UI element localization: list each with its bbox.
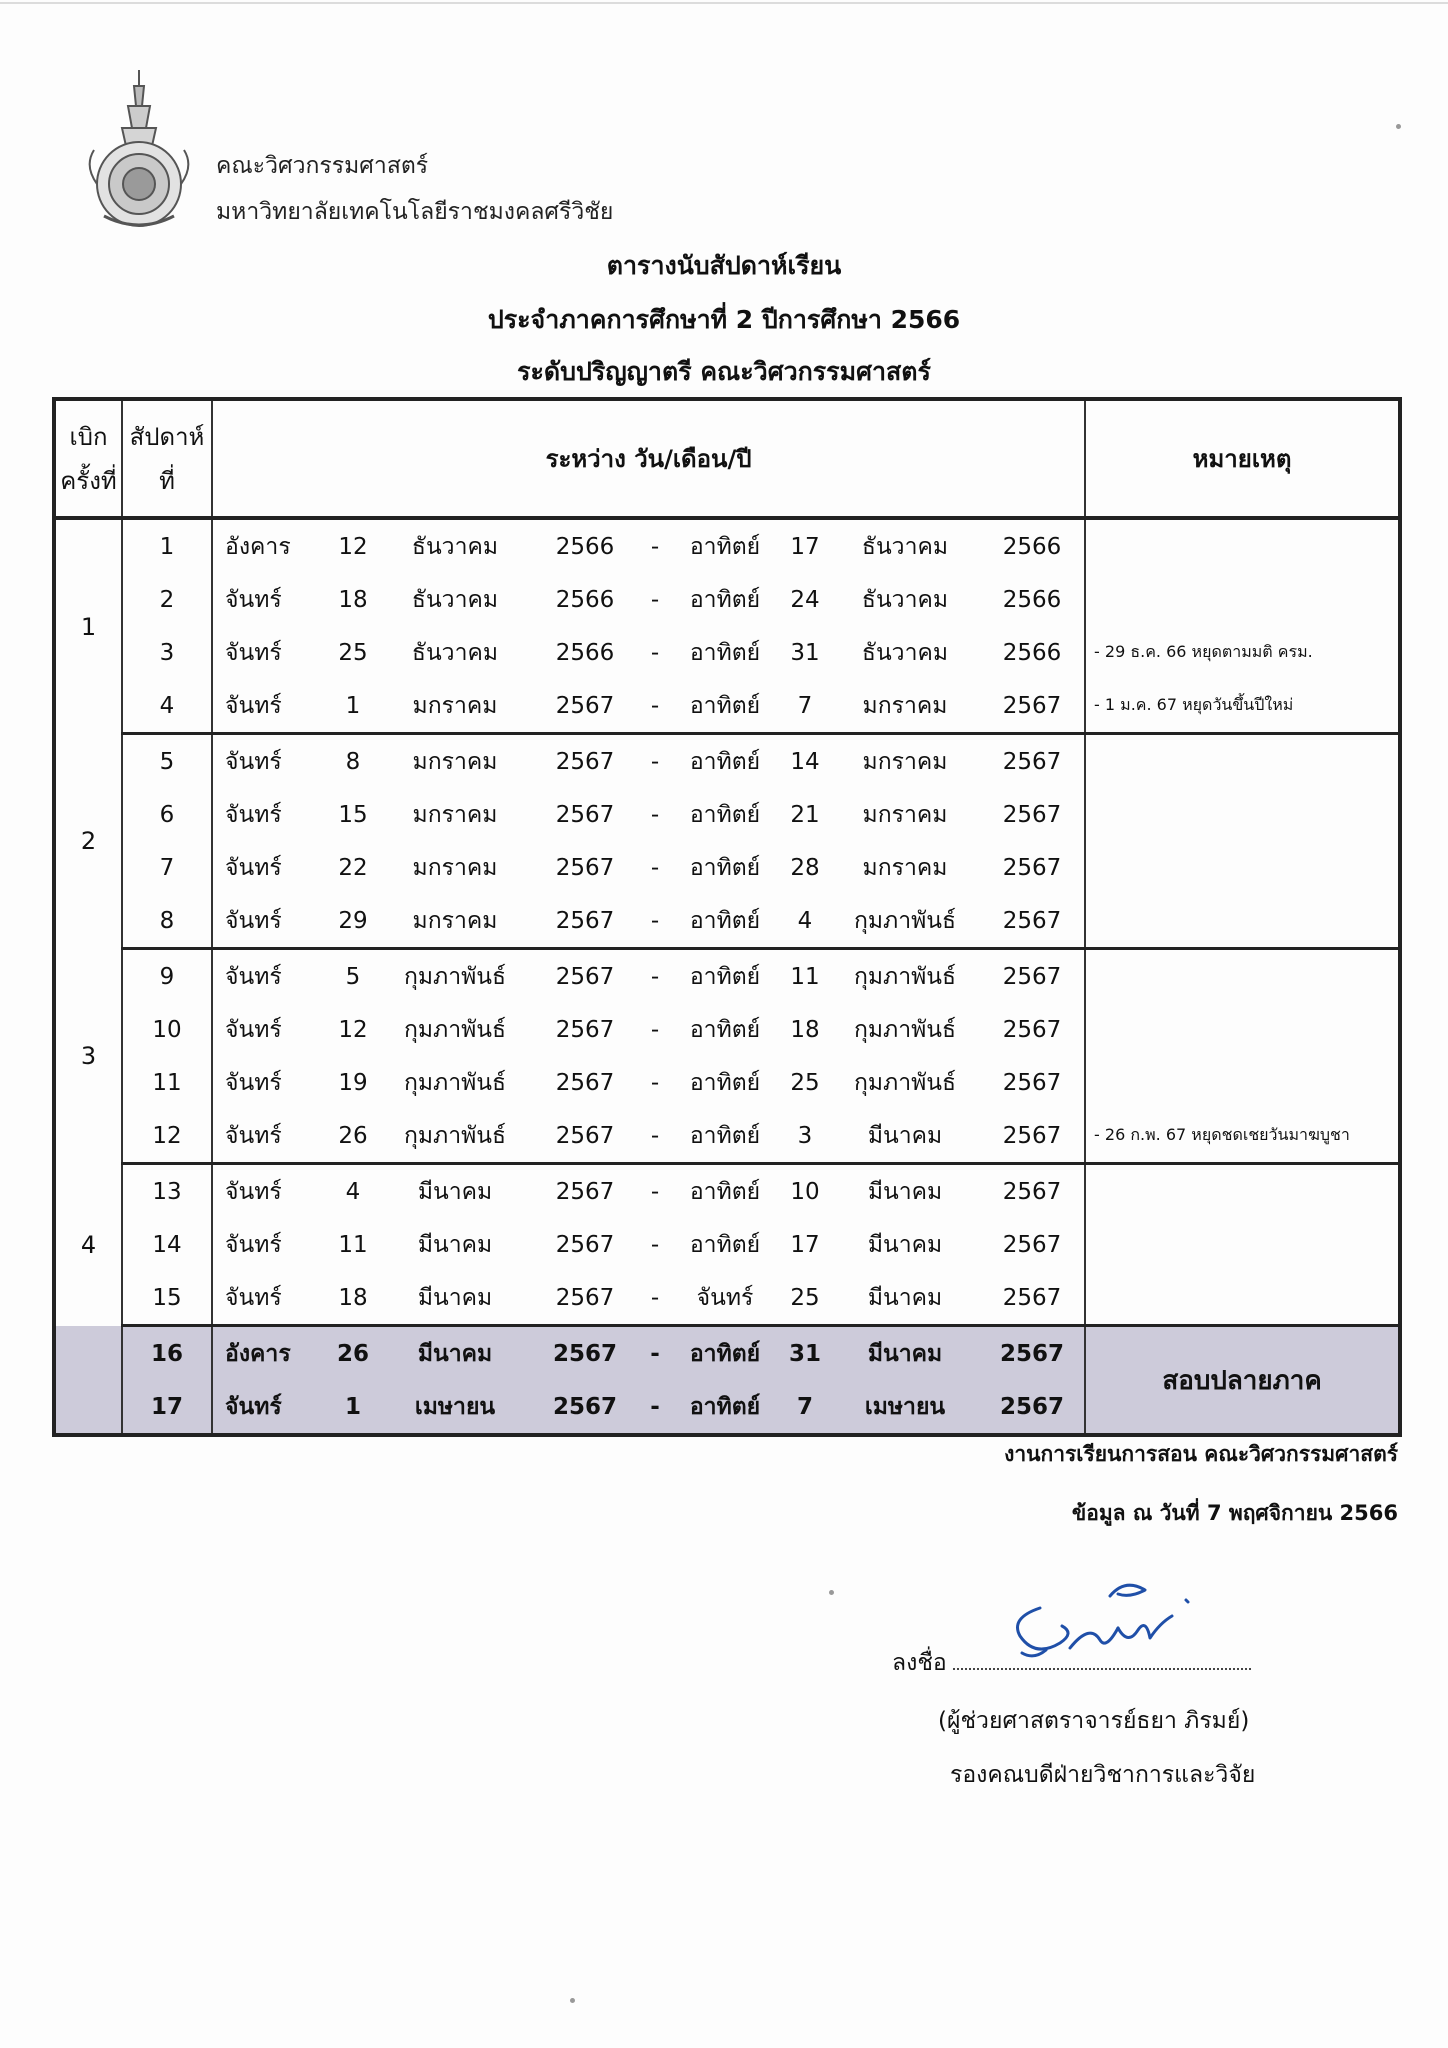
table-row	[54, 734, 1400, 789]
week-cell: 7	[122, 841, 212, 894]
end-day-cell: จันทร์	[670, 1271, 780, 1326]
end-month-cell: กุมภาพันธ์	[830, 894, 980, 949]
week-cell: 3	[122, 626, 212, 679]
end-month-cell: ธันวาคม	[861, 639, 949, 666]
header-week	[122, 399, 212, 518]
range-separator-cell: -	[650, 854, 660, 881]
end-day-cell: อาทิตย์	[670, 1109, 780, 1164]
range-separator-cell: -	[640, 1109, 670, 1164]
start-day-cell: จันทร์	[212, 1218, 326, 1271]
end-year-cell: 2567	[980, 1271, 1085, 1326]
end-month-cell: ธันวาคม	[861, 586, 949, 613]
end-day-cell: อาทิตย์	[670, 894, 780, 949]
note-cell: - 26 ก.พ. 67 หยุดชดเชยวันมาฆบูชา	[1085, 1109, 1400, 1164]
start-month-cell: ธันวาคม	[411, 533, 499, 560]
end-day-cell: อาทิตย์	[689, 1069, 761, 1096]
end-year-cell: 2567	[1002, 801, 1062, 828]
end-month-cell: มกราคม	[862, 854, 948, 881]
end-date-cell: 17	[790, 1231, 820, 1258]
range-separator-cell: -	[650, 748, 660, 775]
end-year-cell: 2567	[1002, 963, 1062, 990]
header-round	[54, 399, 122, 518]
table-header-row	[54, 399, 1400, 518]
end-date-cell: 14	[790, 748, 820, 775]
week-cell: 10	[122, 1003, 212, 1056]
note-cell	[1085, 734, 1400, 789]
week-cell: 15	[122, 1271, 212, 1326]
end-day-cell: อาทิตย์	[689, 854, 761, 881]
end-year-cell: 2566	[1002, 533, 1062, 560]
start-year-cell: 2567	[530, 894, 640, 949]
document-subtitle-level: ระดับปริญญาตรี คณะวิศวกรรมศาสตร์	[517, 357, 931, 386]
start-year-cell: 2567	[555, 748, 615, 775]
start-date-cell: 12	[338, 533, 368, 560]
start-month-cell: ธันวาคม	[411, 639, 499, 666]
end-date-cell: 4	[780, 894, 830, 949]
round-cell: 3	[54, 949, 122, 1164]
end-year-cell: 2566	[1002, 586, 1062, 613]
end-day-cell: อาทิตย์	[689, 639, 761, 666]
table-row	[54, 1164, 1400, 1219]
note-cell	[1085, 841, 1400, 894]
header-week-line2: ที่	[159, 466, 175, 495]
week-cell: 8	[122, 894, 212, 949]
note-cell	[1085, 894, 1400, 949]
week-schedule-table	[52, 397, 1402, 1437]
end-date-cell: 3	[780, 1109, 830, 1164]
table-row	[54, 1271, 1400, 1326]
end-day-cell: อาทิตย์	[670, 1326, 780, 1381]
start-day-cell: จันทร์	[212, 1380, 326, 1435]
start-day-cell: จันทร์	[212, 573, 326, 626]
start-month-cell: มกราคม	[412, 748, 498, 775]
range-separator-cell: -	[650, 533, 660, 560]
end-year-cell: 2567	[1002, 854, 1062, 881]
start-year-cell: 2567	[530, 1109, 640, 1164]
end-date-cell: 7	[780, 679, 830, 734]
end-month-cell: กุมภาพันธ์	[853, 1069, 957, 1096]
week-cell: 9	[122, 949, 212, 1004]
range-separator-cell: -	[650, 586, 660, 613]
start-year-cell: 2567	[555, 801, 615, 828]
end-year-cell: 2567	[980, 679, 1085, 734]
note-cell	[1085, 1003, 1400, 1056]
round-cell: 2	[54, 734, 122, 949]
header-round-line1: เบิก	[69, 422, 108, 451]
range-separator-cell: -	[650, 1231, 660, 1258]
end-year-cell: 2567	[1002, 1069, 1062, 1096]
end-day-cell: อาทิตย์	[670, 1380, 780, 1435]
end-day-cell: อาทิตย์	[689, 533, 761, 560]
end-year-cell: 2566	[1002, 639, 1062, 666]
scan-edge-line	[0, 2, 1448, 4]
range-separator-cell: -	[650, 1178, 660, 1205]
week-cell: 6	[122, 788, 212, 841]
table-row	[54, 1056, 1400, 1109]
start-month-cell: มกราคม	[412, 854, 498, 881]
start-date-cell: 26	[326, 1326, 380, 1381]
end-year-cell: 2567	[980, 1109, 1085, 1164]
university-name: มหาวิทยาลัยเทคโนโลยีราชมงคลศรีวิชัย	[216, 199, 614, 225]
start-date-cell: 5	[345, 963, 361, 990]
start-month-cell: มกราคม	[380, 679, 530, 734]
range-separator-cell: -	[650, 1016, 660, 1043]
round-cell: 1	[54, 518, 122, 734]
start-date-cell: 12	[338, 1016, 368, 1043]
range-separator-cell: -	[640, 679, 670, 734]
table-body	[54, 518, 1400, 1435]
note-cell	[1085, 1271, 1400, 1326]
end-day-cell: อาทิตย์	[689, 1178, 761, 1205]
handwritten-signature-icon	[1000, 1568, 1220, 1678]
end-date-cell: 25	[790, 1069, 820, 1096]
week-cell: 13	[122, 1164, 212, 1219]
start-year-cell: 2567	[555, 854, 615, 881]
start-year-cell: 2566	[555, 533, 615, 560]
end-date-cell: 28	[790, 854, 820, 881]
start-year-cell: 2567	[555, 963, 615, 990]
range-separator-cell: -	[640, 1380, 670, 1435]
end-day-cell: อาทิตย์	[689, 586, 761, 613]
note-cell	[1085, 518, 1400, 573]
end-month-cell: มีนาคม	[830, 1109, 980, 1164]
start-year-cell: 2567	[555, 1178, 615, 1205]
header-note: หมายเหตุ	[1085, 399, 1400, 518]
start-day-cell: จันทร์	[212, 949, 326, 1004]
table-row	[54, 626, 1400, 679]
signer-position: รองคณบดีฝ่ายวิชาการและวิจัย	[950, 1762, 1256, 1788]
header-round-line2: ครั้งที่	[60, 466, 117, 495]
office-name: งานการเรียนการสอน คณะวิศวกรรมศาสตร์	[1004, 1442, 1398, 1466]
note-cell	[1085, 1056, 1400, 1109]
table-row	[54, 788, 1400, 841]
start-date-cell: 1	[326, 679, 380, 734]
end-year-cell: 2567	[980, 1380, 1085, 1435]
header-week-line1: สัปดาห์	[129, 422, 205, 451]
scan-speck	[570, 1998, 575, 2003]
start-date-cell: 18	[338, 586, 368, 613]
start-day-cell: จันทร์	[212, 1271, 326, 1326]
table-row	[54, 949, 1400, 1004]
end-year-cell: 2567	[980, 1326, 1085, 1381]
start-day-cell: จันทร์	[212, 1109, 326, 1164]
end-month-cell: มีนาคม	[867, 1178, 943, 1205]
start-date-cell: 18	[326, 1271, 380, 1326]
end-day-cell: อาทิตย์	[689, 1016, 761, 1043]
end-year-cell: 2567	[1002, 1016, 1062, 1043]
range-separator-cell: -	[640, 1271, 670, 1326]
end-date-cell: 25	[780, 1271, 830, 1326]
end-month-cell: กุมภาพันธ์	[853, 963, 957, 990]
scan-speck	[829, 1590, 834, 1595]
note-cell	[1085, 788, 1400, 841]
end-date-cell: 7	[780, 1380, 830, 1435]
start-year-cell: 2566	[555, 586, 615, 613]
end-month-cell: มีนาคม	[830, 1271, 980, 1326]
start-date-cell: 8	[345, 748, 361, 775]
start-day-cell: จันทร์	[212, 679, 326, 734]
start-date-cell: 25	[338, 639, 368, 666]
end-date-cell: 21	[790, 801, 820, 828]
start-month-cell: มกราคม	[412, 801, 498, 828]
start-date-cell: 1	[326, 1380, 380, 1435]
end-date-cell: 11	[790, 963, 820, 990]
start-year-cell: 2566	[555, 639, 615, 666]
end-year-cell: 2567	[1002, 1231, 1062, 1258]
start-day-cell: จันทร์	[212, 626, 326, 679]
week-cell: 17	[122, 1380, 212, 1435]
end-date-cell: 31	[790, 639, 820, 666]
data-date: ข้อมูล ณ วันที่ 7 พฤศจิกายน 2566	[1071, 1501, 1398, 1525]
range-separator-cell: -	[650, 963, 660, 990]
end-year-cell: 2567	[1002, 748, 1062, 775]
start-day-cell: จันทร์	[212, 1003, 326, 1056]
table-row	[54, 1003, 1400, 1056]
note-cell: - 1 ม.ค. 67 หยุดวันขึ้นปีใหม่	[1085, 679, 1400, 734]
start-day-cell: จันทร์	[212, 788, 326, 841]
week-cell: 4	[122, 679, 212, 734]
start-month-cell: กุมภาพันธ์	[403, 1016, 507, 1043]
start-year-cell: 2567	[555, 1231, 615, 1258]
note-cell	[1085, 573, 1400, 626]
end-day-cell: อาทิตย์	[670, 679, 780, 734]
end-date-cell: 17	[790, 533, 820, 560]
range-separator-cell: -	[650, 801, 660, 828]
end-date-cell: 24	[790, 586, 820, 613]
week-cell: 5	[122, 734, 212, 789]
signer-name: (ผู้ช่วยศาสตราจารย์ธยา ภิรมย์)	[938, 1708, 1250, 1734]
start-month-cell: มีนาคม	[417, 1231, 493, 1258]
start-month-cell: กุมภาพันธ์	[403, 963, 507, 990]
start-month-cell: มีนาคม	[380, 1271, 530, 1326]
end-month-cell: มกราคม	[862, 801, 948, 828]
start-date-cell: 15	[338, 801, 368, 828]
start-day-cell: อังคาร	[212, 1326, 326, 1381]
start-day-cell: จันทร์	[212, 1056, 326, 1109]
end-day-cell: อาทิตย์	[689, 963, 761, 990]
table-row	[54, 679, 1400, 734]
start-year-cell: 2567	[530, 679, 640, 734]
start-month-cell: กุมภาพันธ์	[380, 1109, 530, 1164]
range-separator-cell: -	[650, 1069, 660, 1096]
note-cell	[1085, 1164, 1400, 1219]
start-date-cell: 29	[326, 894, 380, 949]
start-month-cell: ธันวาคม	[411, 586, 499, 613]
start-date-cell: 22	[338, 854, 368, 881]
exam-row	[54, 1326, 1400, 1381]
start-month-cell: มีนาคม	[417, 1178, 493, 1205]
end-day-cell: อาทิตย์	[689, 801, 761, 828]
end-month-cell: มกราคม	[830, 679, 980, 734]
start-day-cell: จันทร์	[212, 841, 326, 894]
scan-speck	[1396, 124, 1401, 129]
university-emblem-icon	[84, 66, 194, 234]
week-cell: 2	[122, 573, 212, 626]
week-cell: 16	[122, 1326, 212, 1381]
start-day-cell: จันทร์	[212, 894, 326, 949]
end-month-cell: มกราคม	[862, 748, 948, 775]
faculty-name: คณะวิศวกรรมศาสตร์	[216, 153, 429, 179]
table-row	[54, 841, 1400, 894]
start-date-cell: 26	[326, 1109, 380, 1164]
end-month-cell: มีนาคม	[830, 1326, 980, 1381]
round-cell: 4	[54, 1164, 122, 1326]
start-day-cell: อังคาร	[212, 518, 326, 573]
week-cell: 12	[122, 1109, 212, 1164]
end-month-cell: ธันวาคม	[861, 533, 949, 560]
note-cell	[1085, 1218, 1400, 1271]
end-year-cell: 2567	[980, 894, 1085, 949]
range-separator-cell: -	[640, 894, 670, 949]
table-row	[54, 1218, 1400, 1271]
start-month-cell: เมษายน	[380, 1380, 530, 1435]
start-day-cell: จันทร์	[212, 1164, 326, 1219]
start-year-cell: 2567	[555, 1016, 615, 1043]
note-cell: - 29 ธ.ค. 66 หยุดตามมติ ครม.	[1085, 626, 1400, 679]
sign-label: ลงชื่อ	[892, 1650, 947, 1676]
end-month-cell: กุมภาพันธ์	[853, 1016, 957, 1043]
exam-note-cell: สอบปลายภาค	[1085, 1326, 1400, 1436]
start-year-cell: 2567	[530, 1380, 640, 1435]
end-date-cell: 18	[790, 1016, 820, 1043]
start-month-cell: กุมภาพันธ์	[403, 1069, 507, 1096]
start-date-cell: 4	[345, 1178, 361, 1205]
start-year-cell: 2567	[530, 1326, 640, 1381]
round-cell-empty	[54, 1326, 122, 1436]
end-month-cell: มีนาคม	[867, 1231, 943, 1258]
week-cell: 1	[122, 518, 212, 573]
table-row	[54, 894, 1400, 949]
note-cell	[1085, 949, 1400, 1004]
start-month-cell: มีนาคม	[380, 1326, 530, 1381]
table-row	[54, 573, 1400, 626]
start-month-cell: มกราคม	[380, 894, 530, 949]
start-day-cell: จันทร์	[212, 734, 326, 789]
end-year-cell: 2567	[1002, 1178, 1062, 1205]
table-row	[54, 1109, 1400, 1164]
start-date-cell: 11	[338, 1231, 368, 1258]
range-separator-cell: -	[650, 639, 660, 666]
end-month-cell: เมษายน	[830, 1380, 980, 1435]
end-day-cell: อาทิตย์	[689, 748, 761, 775]
document-title: ตารางนับสัปดาห์เรียน	[606, 251, 842, 280]
week-cell: 11	[122, 1056, 212, 1109]
start-year-cell: 2567	[555, 1069, 615, 1096]
header-date-range: ระหว่าง วัน/เดือน/ปี	[212, 399, 1085, 518]
table-row	[54, 518, 1400, 573]
end-date-cell: 10	[790, 1178, 820, 1205]
end-day-cell: อาทิตย์	[689, 1231, 761, 1258]
start-date-cell: 19	[338, 1069, 368, 1096]
end-date-cell: 31	[780, 1326, 830, 1381]
document-subtitle-semester: ประจำภาคการศึกษาที่ 2 ปีการศึกษา 2566	[487, 305, 961, 334]
range-separator-cell: -	[640, 1326, 670, 1381]
start-year-cell: 2567	[530, 1271, 640, 1326]
week-cell: 14	[122, 1218, 212, 1271]
